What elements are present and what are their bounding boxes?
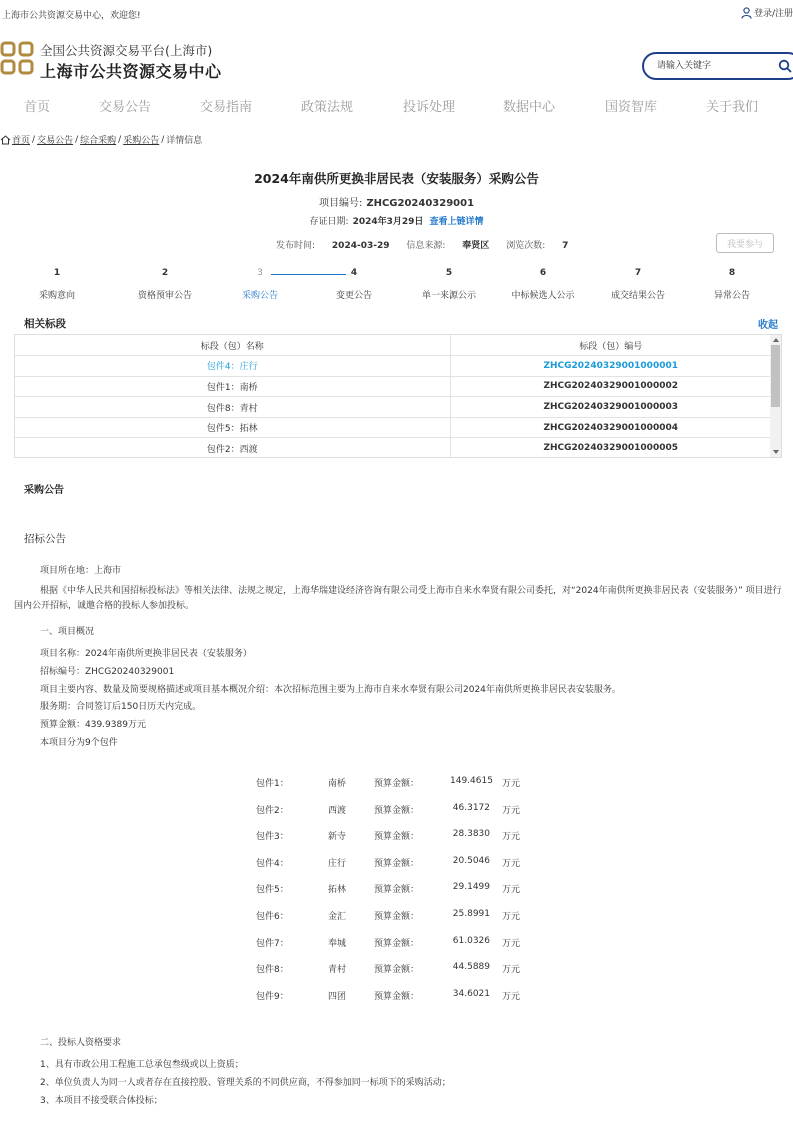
package-amount: 25.8991 — [452, 909, 490, 919]
process-steps — [0, 268, 793, 308]
column-header-name: 标段（包）名称 — [15, 335, 450, 356]
package-amount: 29.1499 — [452, 882, 490, 893]
step-number: 7 — [634, 268, 642, 278]
source-value: 奉贤区 — [462, 241, 490, 251]
service-period: 服务期：合同签订后150日历天内完成。 — [40, 702, 202, 712]
breadcrumb-home[interactable]: 首页 — [12, 136, 31, 146]
package-area: 青村 — [328, 965, 347, 976]
lot-name[interactable]: 包件1：南桥 — [15, 376, 450, 397]
step-label[interactable]: 中标候选人公示 — [511, 291, 575, 301]
package-area: 南桥 — [328, 779, 347, 789]
breadcrumb-current: 详情信息 — [166, 136, 203, 146]
nav-about[interactable]: 关于我们 — [706, 100, 759, 115]
package-name: 包件1： — [256, 779, 289, 789]
join-button[interactable]: 我要参与 — [716, 233, 774, 253]
cert-label: 存证日期: — [309, 217, 349, 227]
step-abnormal[interactable] — [682, 268, 782, 301]
step-intent[interactable] — [7, 268, 107, 301]
lot-name[interactable]: 包件4：庄行 — [15, 356, 450, 377]
login-link[interactable] — [741, 6, 793, 19]
lot-name[interactable]: 包件2：西渡 — [15, 438, 450, 458]
package-amount: 61.0326 — [452, 935, 490, 946]
nav-complaints[interactable]: 投诉处理 — [403, 100, 456, 115]
column-header-code: 标段（包）编号 — [450, 335, 771, 356]
tender-number: 招标编号：ZHCG20240329001 — [40, 667, 175, 677]
step-label[interactable]: 变更公告 — [335, 291, 372, 301]
nav-data-center[interactable]: 数据中心 — [503, 100, 556, 115]
package-area: 拓林 — [328, 885, 347, 896]
breadcrumb-announcements[interactable]: 交易公告 — [37, 136, 74, 146]
related-lots-table[interactable] — [14, 334, 782, 458]
package-budget-label: 预算金额： — [374, 938, 420, 949]
table-row[interactable] — [15, 417, 771, 438]
nav-home[interactable]: 首页 — [24, 100, 51, 115]
package-name: 包件6： — [256, 912, 289, 922]
project-name: 项目名称：2024年南供所更换非居民表（安装服务） — [40, 649, 252, 659]
related-lots-title: 相关标段 — [24, 318, 66, 330]
lot-code[interactable]: ZHCG20240329001000002 — [450, 376, 771, 397]
step-number: 1 — [53, 268, 61, 278]
package-area: 庄行 — [328, 858, 347, 869]
project-number-value: ZHCG20240329001 — [366, 198, 475, 209]
package-budget-label: 预算金额： — [374, 805, 420, 816]
package-unit: 万元 — [502, 805, 521, 816]
package-area: 金汇 — [328, 912, 347, 922]
breadcrumb-purchase-notice[interactable]: 采购公告 — [123, 136, 160, 146]
qualification-item: 1、具有市政公用工程施工总承包叁级或以上资质； — [40, 1060, 244, 1070]
package-budget-label: 预算金额： — [374, 912, 420, 922]
step-number: 3 — [257, 268, 263, 278]
package-amount: 20.5046 — [452, 855, 490, 866]
qualification-heading: 二、投标人资格要求 — [40, 1038, 122, 1048]
main-nav — [0, 96, 793, 118]
table-header-row — [15, 335, 771, 356]
table-scrollbar[interactable] — [770, 335, 781, 457]
breadcrumb: 首页 / 交易公告 / 综合采购 / 采购公告 / 详情信息 — [0, 133, 202, 146]
scroll-up-icon[interactable] — [773, 338, 779, 342]
package-area: 四团 — [328, 991, 347, 1002]
platform-name: 全国公共资源交易平台(上海市) — [40, 43, 213, 58]
step-prequalification[interactable] — [115, 268, 215, 301]
lot-name[interactable]: 包件5：拓林 — [15, 417, 450, 438]
source-label: 信息来源: — [406, 241, 446, 251]
step-number: 2 — [161, 268, 169, 278]
logo-icon[interactable] — [0, 41, 34, 75]
views-count: 7 — [562, 241, 569, 251]
views-label: 浏览次数: — [506, 241, 546, 251]
project-scope: 项目主要内容、数量及简要规格描述或项目基本概况介绍：本次招标范围主要为上海市自来水奉贤有限公司2024年南供所更换非居民表安装服务。 — [40, 685, 621, 695]
package-name: 包件3： — [256, 832, 289, 843]
packages-count: 本项目分为9个包件 — [40, 738, 118, 748]
section-title: 采购公告 — [24, 485, 64, 496]
project-number — [0, 194, 793, 209]
package-amount: 46.3172 — [452, 802, 490, 813]
budget-amount: 预算金额：439.9389万元 — [40, 720, 146, 730]
step-label[interactable]: 采购意向 — [38, 291, 75, 301]
step-number: 5 — [445, 268, 453, 278]
table-row[interactable] — [15, 438, 771, 458]
nav-think-tank[interactable]: 国资智库 — [605, 100, 658, 115]
qualification-item: 2、单位负责人为同一人或者存在直接控股、管理关系的不同供应商，不得参加同一标项下的采购活动； — [40, 1078, 451, 1088]
nav-policy[interactable]: 政策法规 — [301, 100, 354, 115]
package-name: 包件7： — [256, 938, 289, 949]
package-area: 奉城 — [328, 938, 347, 949]
package-unit: 万元 — [502, 885, 521, 896]
breadcrumb-procurement[interactable]: 综合采购 — [80, 136, 117, 146]
package-area: 新寺 — [328, 832, 347, 843]
step-number: 4 — [350, 268, 358, 278]
package-budget-label: 预算金额： — [374, 885, 420, 896]
welcome-text: 上海市公共资源交易中心，欢迎您! — [2, 11, 141, 21]
package-amount: 28.3830 — [452, 829, 490, 840]
package-unit: 万元 — [502, 858, 521, 869]
scrollbar-thumb[interactable] — [771, 345, 780, 407]
related-lots-header — [14, 315, 778, 331]
step-change-notice[interactable] — [304, 268, 404, 301]
step-result[interactable] — [588, 268, 688, 301]
package-name: 包件2： — [256, 805, 289, 816]
package-budget-label: 预算金额： — [374, 832, 420, 843]
package-unit: 万元 — [502, 965, 521, 976]
lot-code[interactable]: ZHCG20240329001000001 — [450, 356, 771, 377]
package-name: 包件9： — [256, 991, 289, 1002]
certificate-info — [0, 214, 793, 227]
lot-name[interactable]: 包件8：青村 — [15, 397, 450, 418]
cert-link[interactable]: 查看上链详情 — [429, 217, 484, 227]
step-single-source[interactable] — [399, 268, 499, 301]
package-name: 包件5： — [256, 885, 289, 896]
search-input[interactable] — [657, 59, 767, 73]
publish-label: 发布时间: — [276, 241, 316, 251]
collapse-link[interactable]: 收起 — [758, 320, 778, 331]
step-candidate[interactable] — [493, 268, 593, 301]
search-icon[interactable] — [778, 59, 792, 73]
table-row[interactable] — [15, 356, 771, 377]
lot-code[interactable]: ZHCG20240329001000003 — [450, 397, 771, 418]
step-purchase-notice[interactable] — [210, 268, 310, 301]
package-unit: 万元 — [502, 832, 521, 843]
overview-heading: 一、项目概况 — [40, 627, 95, 637]
step-number: 8 — [728, 268, 736, 278]
table-row[interactable] — [15, 397, 771, 418]
page-title: 2024年南供所更换非居民表（安装服务）采购公告 — [254, 171, 539, 186]
package-budget-label: 预算金额： — [374, 965, 420, 976]
package-amount: 34.6021 — [452, 988, 490, 999]
step-label[interactable]: 采购公告 — [241, 291, 278, 301]
step-number: 6 — [539, 268, 547, 278]
login-label[interactable]: 登录/注册 — [753, 9, 793, 19]
lot-code[interactable]: ZHCG20240329001000005 — [450, 438, 771, 458]
step-label[interactable]: 资格预审公告 — [137, 291, 192, 301]
package-unit: 万元 — [502, 991, 521, 1002]
cert-date: 2024年3月29日 — [352, 217, 424, 227]
package-budget-label: 预算金额： — [374, 991, 420, 1002]
package-unit: 万元 — [502, 779, 521, 789]
site-title[interactable]: 上海市公共资源交易中心 — [40, 62, 222, 81]
home-icon — [0, 135, 11, 145]
package-amount: 149.4615 — [450, 776, 493, 786]
step-label[interactable]: 成交结果公告 — [610, 291, 665, 301]
nav-announcements[interactable]: 交易公告 — [99, 100, 152, 115]
project-number-label: 项目编号: — [318, 198, 363, 209]
project-location: 项目所在地：上海市 — [40, 566, 122, 576]
package-budget-label: 预算金额： — [374, 779, 420, 789]
package-name: 包件4： — [256, 858, 289, 869]
package-budget-label: 预算金额： — [374, 858, 420, 869]
nav-guide[interactable]: 交易指南 — [200, 100, 253, 115]
package-unit: 万元 — [502, 912, 521, 922]
bid-notice-title: 招标公告 — [24, 533, 66, 545]
package-name: 包件8： — [256, 965, 289, 976]
package-area: 西渡 — [328, 805, 347, 816]
table-row[interactable] — [15, 376, 771, 397]
lot-code[interactable]: ZHCG20240329001000004 — [450, 417, 771, 438]
qualification-item: 3、本项目不接受联合体投标； — [40, 1096, 163, 1106]
intro-paragraph: 根据《中华人民共和国招标投标法》等相关法律、法规之规定，上海华瑞建设经济咨询有限公司受上海市自来水奉贤有限公司委托，对“2024年南供所更换非居民表（安装服务）” 项目进行国内公开招标，诚邀合格的投标人参加投标。 — [14, 586, 782, 611]
user-icon — [741, 7, 752, 19]
search-box[interactable] — [642, 52, 793, 80]
publish-date: 2024-03-29 — [331, 241, 390, 251]
package-unit: 万元 — [502, 938, 521, 949]
top-bar — [0, 0, 793, 26]
package-amount: 44.5889 — [452, 962, 490, 973]
publish-meta — [276, 238, 582, 251]
scroll-down-icon[interactable] — [773, 450, 779, 454]
step-label[interactable]: 单一来源公示 — [421, 291, 476, 301]
step-label[interactable]: 异常公告 — [713, 291, 750, 301]
